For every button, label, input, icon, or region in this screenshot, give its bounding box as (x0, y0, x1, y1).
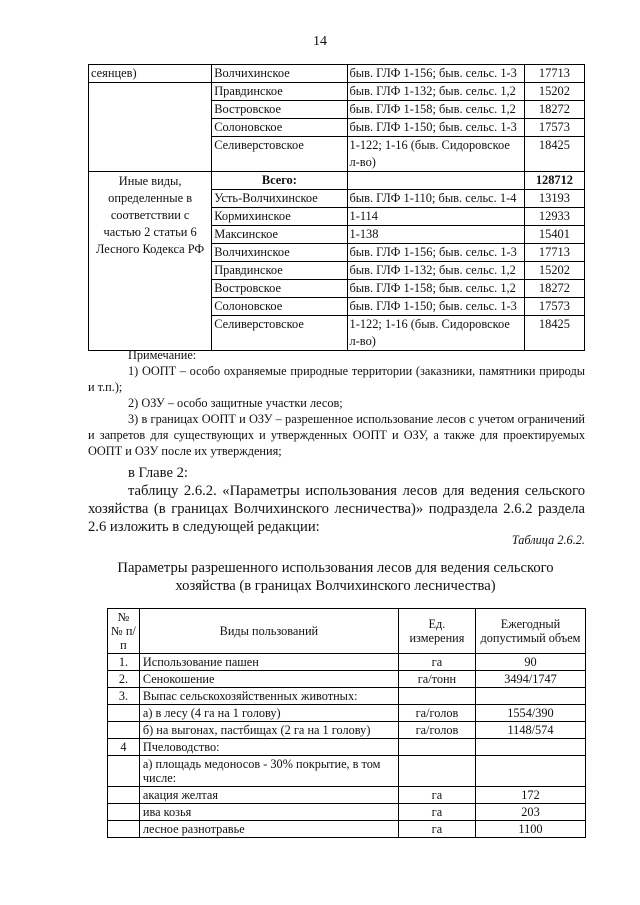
row-name: Сенокошение (139, 671, 398, 688)
table-row (108, 756, 586, 787)
row-value: 1100 (475, 821, 585, 838)
header-kind: Виды пользований (139, 609, 398, 654)
area-cell: 17713 (524, 244, 584, 262)
area-cell: 18272 (524, 280, 584, 298)
category-cell: Иные виды, определенные в соответствии с частью 2 статьи 6 Лесного Кодекса РФ (89, 172, 212, 351)
row-value: 203 (475, 804, 585, 821)
row-num (108, 756, 140, 787)
row-num (108, 722, 140, 739)
forest-areas-table (88, 64, 585, 351)
row-name: лесное разнотравье (139, 821, 398, 838)
table-row (108, 671, 586, 688)
row-name: а) площадь медоносов - 30% покрытие, в том числе: (139, 756, 398, 787)
area-cell: 17573 (524, 298, 584, 316)
district-name: Кормихинское (212, 208, 347, 226)
district-name: Усть-Волчихинское (212, 190, 347, 208)
row-name: акация желтая (139, 787, 398, 804)
row-unit: га (398, 787, 475, 804)
area-cell: 18425 (524, 316, 584, 351)
area-cell: 17713 (524, 65, 584, 83)
total-value: 128712 (524, 172, 584, 190)
quarters-cell: 1-122; 1-16 (быв. Сидоровское л-во) (347, 137, 524, 172)
area-cell: 18425 (524, 137, 584, 172)
row-value (475, 688, 585, 705)
note-item-3: 3) в границах ООПТ и ОЗУ – разрешенное использование лесов с учетом ограничений и запретов для существующих и утвержденных ООПТ и ОЗУ, а также для проектируемых ООПТ и ОЗУ после их утверждения; (88, 412, 585, 458)
row-unit: га/голов (398, 705, 475, 722)
quarters-cell: 1-122; 1-16 (быв. Сидоровское л-во) (347, 316, 524, 351)
row-unit: га (398, 821, 475, 838)
table-row (108, 739, 586, 756)
district-name: Волчихинское (212, 65, 347, 83)
row-value (475, 739, 585, 756)
area-cell: 13193 (524, 190, 584, 208)
table-row (108, 722, 586, 739)
district-name: Правдинское (212, 83, 347, 101)
table-row (108, 804, 586, 821)
header-unit: Ед. измерения (398, 609, 475, 654)
row-unit: га (398, 804, 475, 821)
table-row (108, 654, 586, 671)
instruction-paragraph: таблицу 2.6.2. «Параметры использования лесов для ведения сельского хозяйства (в границах Волчихинского лесничества)» подраздела 2.6.2 раздела 2.6 изложить в следующей редакции: (88, 483, 585, 535)
table-row (89, 101, 585, 119)
row-num (108, 705, 140, 722)
district-name: Волчихинское (212, 244, 347, 262)
quarters-cell: быв. ГЛФ 1-110; быв. сельс. 1-4 (347, 190, 524, 208)
total-label: Всего: (212, 172, 347, 190)
quarters-cell: быв. ГЛФ 1-132; быв. сельс. 1,2 (347, 83, 524, 101)
row-name: Выпас сельскохозяйственных животных: (139, 688, 398, 705)
table-row (108, 705, 586, 722)
row-unit (398, 688, 475, 705)
row-unit: га/тонн (398, 671, 475, 688)
table-row (89, 83, 585, 101)
row-value: 3494/1747 (475, 671, 585, 688)
table-row (108, 688, 586, 705)
header-row (108, 609, 586, 654)
header-num: № № п/п (108, 609, 140, 654)
note-item-1: 1) ООПТ – особо охраняемые природные территории (заказники, памятники природы и т.п.); (88, 364, 585, 394)
row-unit (398, 739, 475, 756)
row-num (108, 804, 140, 821)
district-name: Востровское (212, 101, 347, 119)
usage-params-table (107, 608, 586, 838)
quarters-cell: быв. ГЛФ 1-150; быв. сельс. 1-3 (347, 119, 524, 137)
table-row (108, 821, 586, 838)
quarters-cell: быв. ГЛФ 1-156; быв. сельс. 1-3 (347, 244, 524, 262)
area-cell: 18272 (524, 101, 584, 119)
row-num (108, 821, 140, 838)
row-value: 172 (475, 787, 585, 804)
row-name: а) в лесу (4 га на 1 голову) (139, 705, 398, 722)
quarters-cell: быв. ГЛФ 1-158; быв. сельс. 1,2 (347, 101, 524, 119)
row-value (475, 756, 585, 787)
district-name: Максинское (212, 226, 347, 244)
district-name: Селиверстовское (212, 316, 347, 351)
district-name: Востровское (212, 280, 347, 298)
chapter-heading: в Главе 2: (128, 465, 188, 481)
table-row (108, 787, 586, 804)
district-name: Селиверстовское (212, 137, 347, 172)
area-cell: 15202 (524, 262, 584, 280)
district-name: Солоновское (212, 298, 347, 316)
area-cell: 12933 (524, 208, 584, 226)
row-unit: га/голов (398, 722, 475, 739)
row-value: 1554/390 (475, 705, 585, 722)
quarters-cell: быв. ГЛФ 1-150; быв. сельс. 1-3 (347, 298, 524, 316)
row-num: 2. (108, 671, 140, 688)
district-name: Правдинское (212, 262, 347, 280)
table-row (89, 65, 585, 83)
area-cell: 15401 (524, 226, 584, 244)
total-row (89, 172, 585, 190)
quarters-cell: быв. ГЛФ 1-156; быв. сельс. 1-3 (347, 65, 524, 83)
row-name: ива козья (139, 804, 398, 821)
table-row (89, 137, 585, 172)
row-value: 1148/574 (475, 722, 585, 739)
quarters-cell: быв. ГЛФ 1-132; быв. сельс. 1,2 (347, 262, 524, 280)
quarters-cell: быв. ГЛФ 1-158; быв. сельс. 1,2 (347, 280, 524, 298)
quarters-cell: 1-138 (347, 226, 524, 244)
row-unit: га (398, 654, 475, 671)
table-title: Параметры разрешенного использования лесов для ведения сельского хозяйства (в границах Волчихинского лесничества) (117, 560, 554, 594)
header-volume: Ежегодный допустимый объем (475, 609, 585, 654)
row-name: б) на выгонах, пастбищах (2 га на 1 голову) (139, 722, 398, 739)
note-title: Примечание: (128, 348, 197, 362)
row-num: 4 (108, 739, 140, 756)
category-cell: сеянцев) (89, 65, 212, 83)
area-cell: 17573 (524, 119, 584, 137)
district-name: Солоновское (212, 119, 347, 137)
row-num: 3. (108, 688, 140, 705)
page-number: 14 (313, 34, 327, 49)
row-num: 1. (108, 654, 140, 671)
area-cell: 15202 (524, 83, 584, 101)
row-name: Использование пашен (139, 654, 398, 671)
row-num (108, 787, 140, 804)
row-name: Пчеловодство: (139, 739, 398, 756)
quarters-cell: 1-114 (347, 208, 524, 226)
table-row (89, 119, 585, 137)
note-item-2: 2) ОЗУ – особо защитные участки лесов; (128, 396, 343, 410)
row-unit (398, 756, 475, 787)
table-label: Таблица 2.6.2. (511, 533, 585, 547)
row-value: 90 (475, 654, 585, 671)
